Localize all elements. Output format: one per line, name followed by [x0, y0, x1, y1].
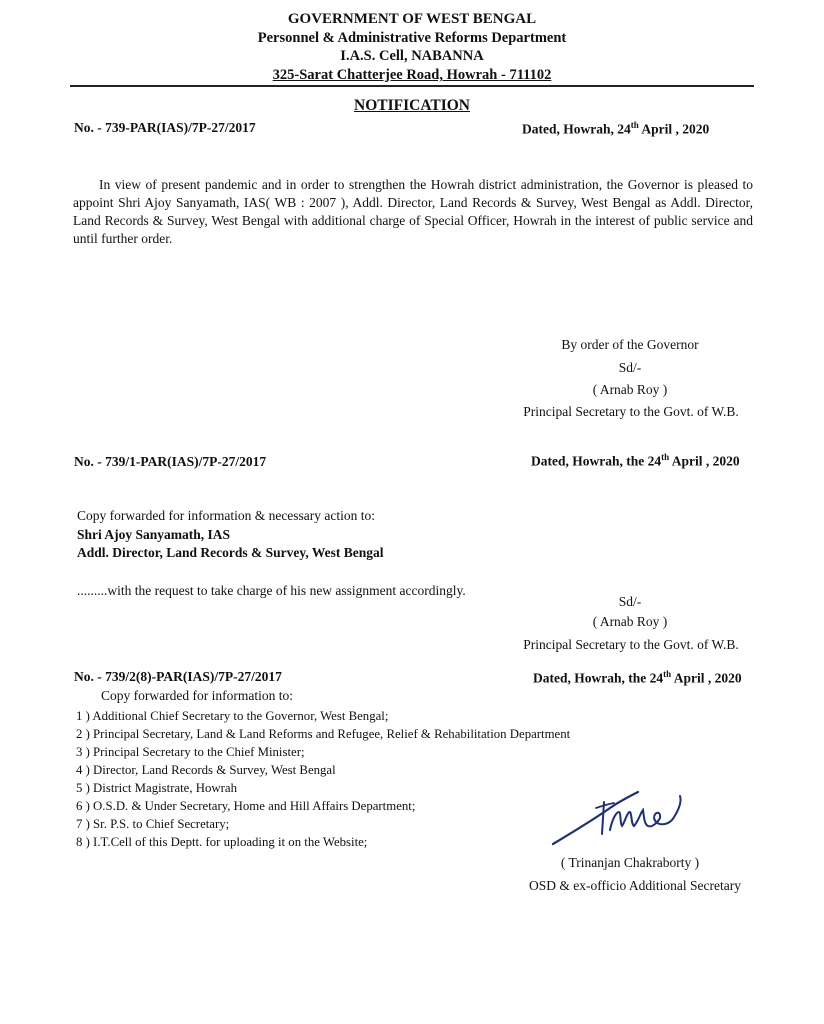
header-address: 325-Sarat Chatterjee Road, Howrah - 711102 — [272, 67, 552, 83]
list-item: 3 ) Principal Secretary to the Chief Minister; — [76, 745, 305, 759]
header-cell: I.A.S. Cell, NABANNA — [340, 48, 484, 64]
copy2-number: No. - 739/2(8)-PAR(IAS)/7P-27/2017 — [74, 669, 282, 684]
notification-date: Dated, Howrah, 24th April , 2020 — [522, 120, 710, 137]
list-item: 7 ) Sr. P.S. to Chief Secretary; — [76, 817, 230, 831]
list-item: 5 ) District Magistrate, Howrah — [76, 781, 237, 795]
copy2-signatory-title: OSD & ex-officio Additional Secretary — [529, 878, 741, 893]
copy1-date: Dated, Howrah, the 24th April , 2020 — [531, 452, 740, 469]
header-department: Personnel & Administrative Reforms Department — [257, 30, 567, 46]
list-item: 6 ) O.S.D. & Under Secretary, Home and Hill Affairs Department; — [76, 799, 416, 813]
header-government: GOVERNMENT OF WEST BENGAL — [287, 11, 537, 27]
copy1-intro: Copy forwarded for information & necessary action to: — [77, 508, 376, 523]
notification-number: No. - 739-PAR(IAS)/7P-27/2017 — [74, 120, 256, 135]
notification-body: In view of present pandemic and in order to strengthen the Howrah district administration, the Governor is pleased to appoint Shri Ajoy Sanyamath, IAS( WB : 2007 ), Addl. Director, Land Records & Survey, West Bengal as Addl. Director, Land Records & Survey, West Bengal with additional charge of Special Officer, Howrah in the interest of public service and until further order. — [73, 177, 753, 246]
list-item: 4 ) Director, Land Records & Survey, West Bengal — [76, 763, 336, 777]
signatory-sd: Sd/- — [618, 360, 642, 375]
notification-title: NOTIFICATION — [354, 97, 470, 114]
copy1-request: .........with the request to take charge of his new assignment accordingly. — [77, 583, 466, 598]
copy2-intro: Copy forwarded for information to: — [101, 688, 293, 703]
signatory-order: By order of the Governor — [561, 337, 699, 352]
copy1-recipient-title: Addl. Director, Land Records & Survey, West Bengal — [77, 545, 384, 560]
copy1-signatory-sd: Sd/- — [618, 594, 642, 609]
list-item: 1 ) Additional Chief Secretary to the Governor, West Bengal; — [76, 709, 389, 723]
signatory-title: Principal Secretary to the Govt. of W.B. — [523, 404, 739, 419]
signatory-name: ( Arnab Roy ) — [592, 382, 668, 397]
copy2-date: Dated, Howrah, the 24th April , 2020 — [533, 669, 742, 686]
copy1-signatory-title: Principal Secretary to the Govt. of W.B. — [523, 637, 739, 652]
copy1-recipient-name: Shri Ajoy Sanyamath, IAS — [77, 527, 231, 542]
copy1-number: No. - 739/1-PAR(IAS)/7P-27/2017 — [74, 454, 267, 469]
handwritten-signature — [548, 782, 698, 852]
copy1-signatory-name: ( Arnab Roy ) — [592, 614, 668, 629]
list-item: 8 ) I.T.Cell of this Deptt. for uploading it on the Website; — [76, 835, 368, 849]
header-divider — [70, 85, 754, 87]
copy2-signatory-name: ( Trinanjan Chakraborty ) — [560, 855, 700, 870]
list-item: 2 ) Principal Secretary, Land & Land Reforms and Refugee, Relief & Rehabilitation Department — [76, 727, 571, 741]
